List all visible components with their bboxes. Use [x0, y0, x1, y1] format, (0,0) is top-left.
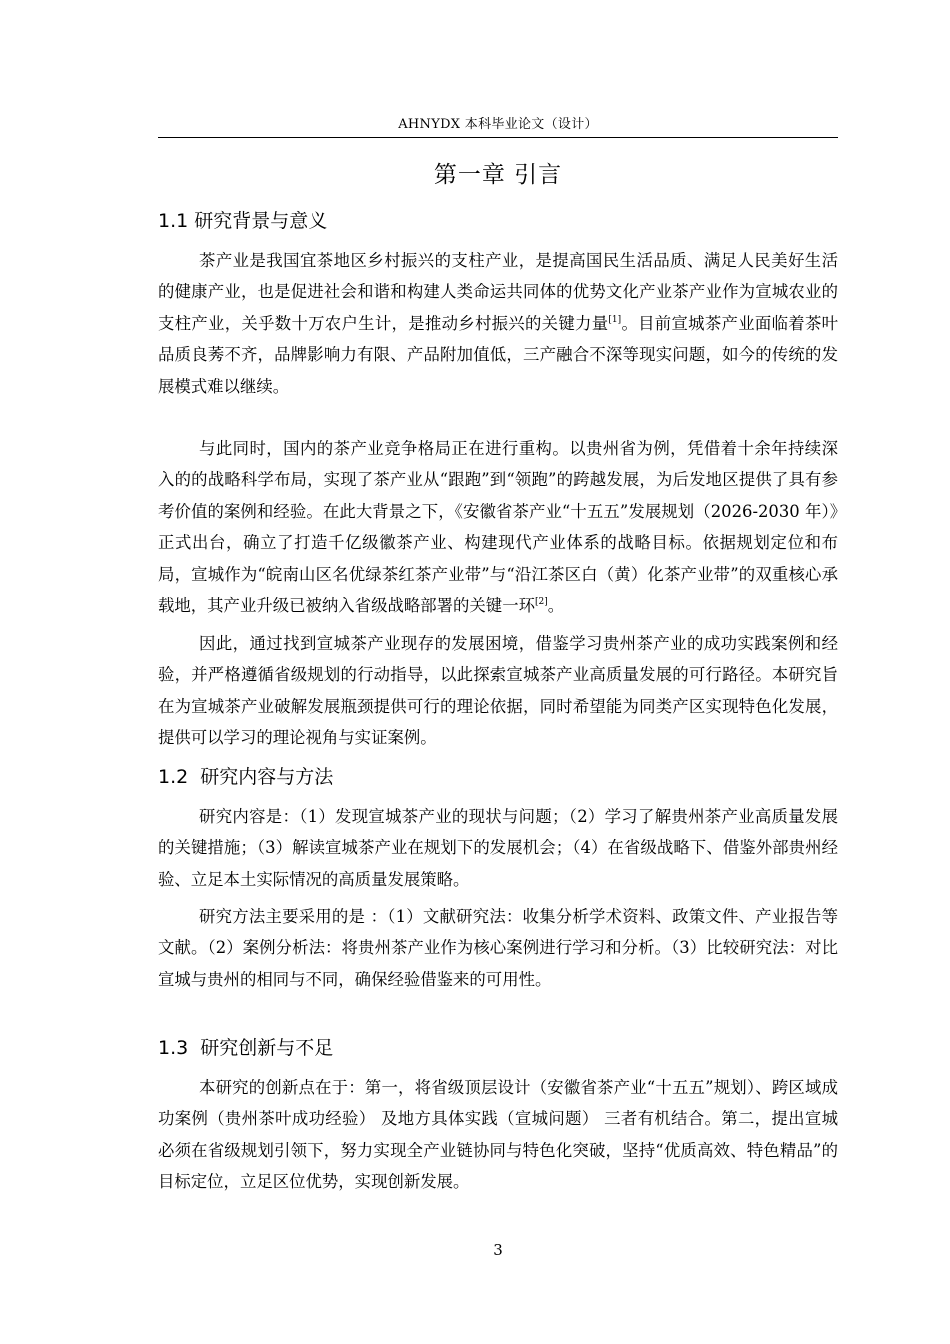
paragraph-research-content — [158, 801, 838, 895]
paragraph-text: 与此同时，国内的茶产业竞争格局正在进行重构。以贵州省为例，凭借着十余年持续深入的的战略科学布局，实现了茶产业从“跟跑”到“领跑”的跨越发展，为后发地区提供了具有参考价值的案例和经验。在此大背景之下，《安徽省茶产业“十五五”发展规划（2026-2030 年）》正式出台，确立了打造千亿级徽茶产业、构建现代产业体系的战略目标。依据规划定位和布局，宣城作为“皖南山区名优绿茶红茶产业带”与“沿江茶区白（黄）化茶产业带”的双重核心承载地，其产业升级已被纳入省级战略部署的关键一环 — [158, 439, 838, 616]
paragraph-context — [158, 433, 838, 621]
paragraph-text: 研究内容是：（1）发现宣城茶产业的现状与问题；（2）学习了解贵州茶产业高质量发展的关键措施；（3）解读宣城茶产业在规划下的发展机会；（4）在省级战略下、借鉴外部贵州经验、立足本土实际情况的高质量发展策略。 — [158, 807, 838, 889]
section-heading-1-1: 1.1 研究背景与意义 — [158, 210, 328, 232]
paragraph-text: 茶产业是我国宜茶地区乡村振兴的支柱产业，是提高国民生活品质、满足人民美好生活的健康产业，也是促进社会和谐和构建人类命运共同体的优势文化产业茶产业作为宣城农业的支柱产业，关乎数十万农户生计，是推动乡村振兴的关键力量 — [158, 251, 838, 333]
paragraph-text: 因此，通过找到宣城茶产业现存的发展困境，借鉴学习贵州茶产业的成功实践案例和经验，并严格遵循省级规划的行动指导，以此探索宣城茶产业高质量发展的可行路径。本研究旨在为宣城茶产业破解发展瓶颈提供可行的理论依据，同时希望能为同类产区实现特色化发展，提供可以学习的理论视角与实证案例。 — [158, 634, 838, 748]
paragraph-significance — [158, 628, 838, 754]
page-header: AHNYDX 本科毕业论文（设计） — [398, 117, 598, 132]
paragraph-text: 研究方法主要采用的是 ：（1）文献研究法：收集分析学术资料、政策文件、产业报告等文献。（2）案例分析法：将贵州茶产业作为核心案例进行学习和分析。（3）比较研究法：对比宣城与贵州的相同与不同，确保经验借鉴来的可用性。 — [158, 907, 838, 989]
citation-ref-1: [1] — [608, 314, 622, 325]
paragraph-innovation — [158, 1072, 838, 1198]
citation-ref-2: [2] — [534, 597, 548, 608]
header-rule — [158, 137, 838, 138]
section-heading-1-2: 1.2 研究内容与方法 — [158, 766, 334, 788]
paragraph-text-tail: 。目前宣城茶产业面临着茶叶品质良莠不齐，品牌影响力有限、产品附加值低，三产融合不深等现实问题，如今的传统的发展模式难以继续。 — [158, 313, 839, 396]
section-heading-1-3: 1.3 研究创新与不足 — [158, 1037, 334, 1059]
paragraph-background — [158, 245, 838, 402]
chapter-title: 第一章 引言 — [433, 162, 563, 188]
paragraph-research-methods — [158, 901, 838, 995]
page-number: 3 — [493, 1241, 503, 1259]
paragraph-text-tail: 。 — [547, 596, 565, 616]
paragraph-text: 本研究的创新点在于：第一，将省级顶层设计（安徽省茶产业“十五五”规划）、跨区域成功案例（贵州茶叶成功经验） 及地方具体实践（宣城问题） 三者有机结合。第二，提出宣城必须在省级规划引领下，努力实现全产业链协同与特色化突破，坚持“优质高效、特色精品”的目标定位，立足区位优势，实现创新发展。 — [158, 1078, 838, 1192]
